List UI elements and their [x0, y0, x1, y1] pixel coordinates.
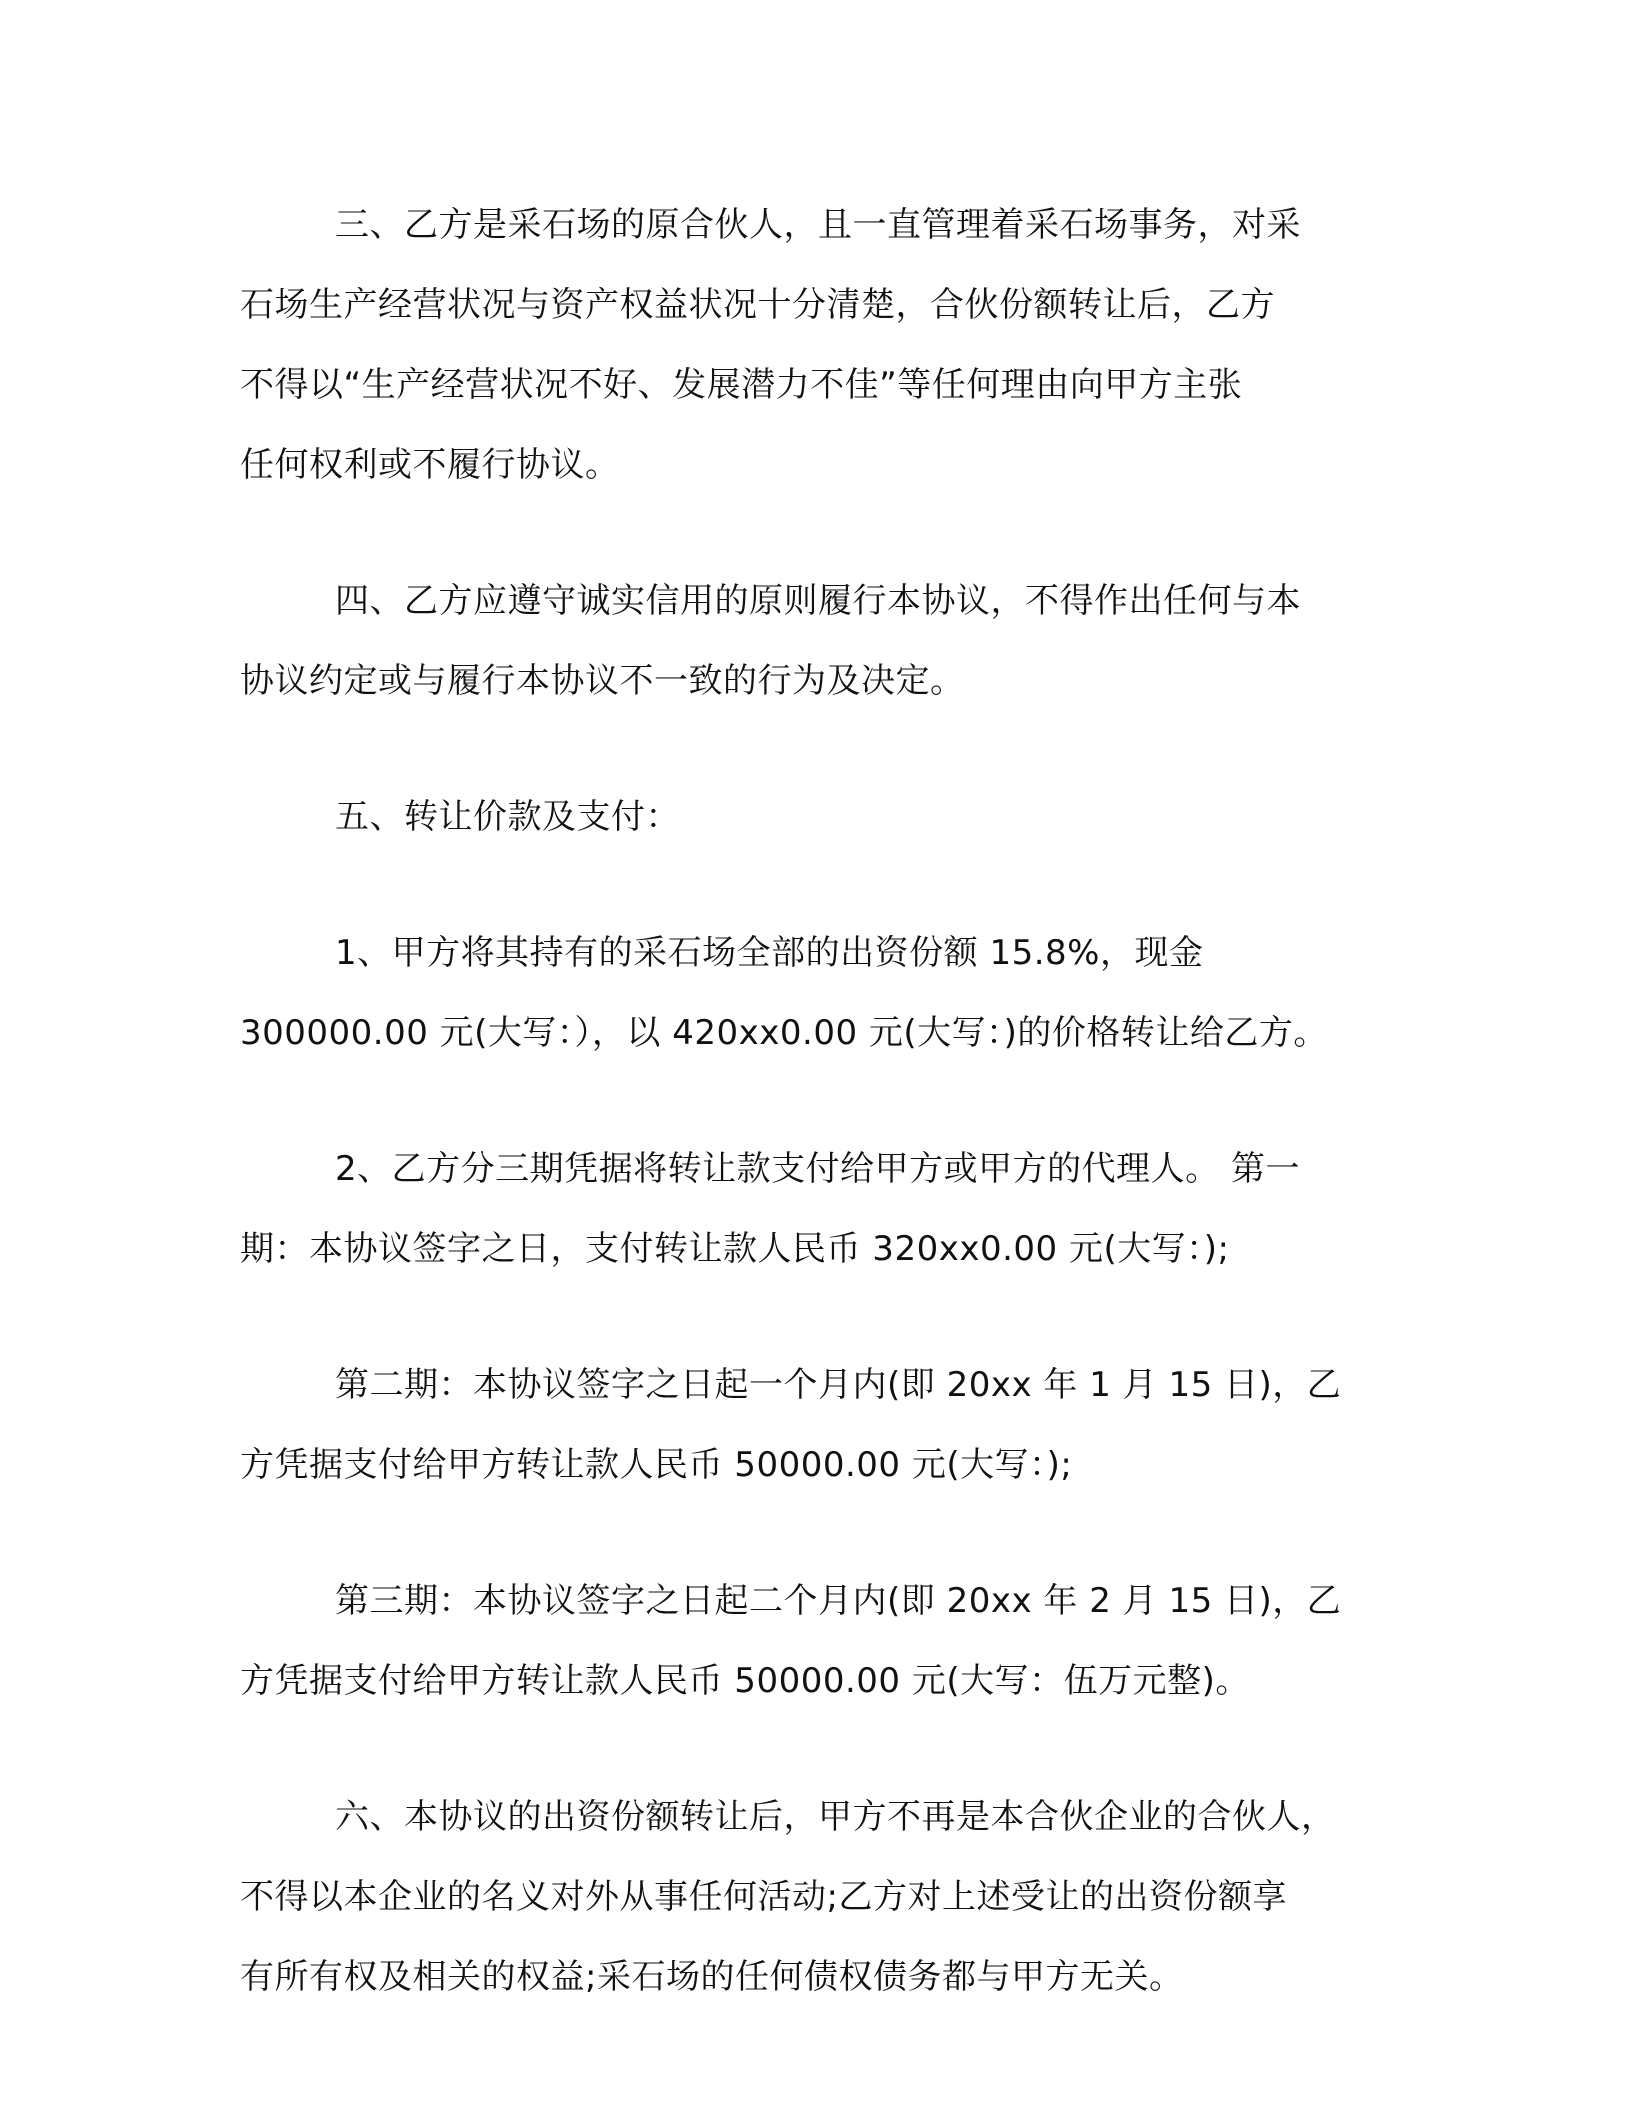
- text-line: 有所有权及相关的权益;采石场的任何债权债务都与甲方无关。: [240, 1957, 1184, 1997]
- text-line: 2、乙方分三期凭据将转让款支付给甲方或甲方的代理人。 第一: [335, 1149, 1300, 1189]
- text-line: 四、乙方应遵守诚实信用的原则履行本协议，不得作出任何与本: [335, 581, 1301, 621]
- text-line: 任何权利或不履行协议。: [240, 445, 620, 485]
- text-line: 期：本协议签字之日，支付转让款人民币 320xx0.00 元(大写：);: [240, 1229, 1230, 1269]
- text-line: 协议约定或与履行本协议不一致的行为及决定。: [240, 661, 965, 701]
- text-line: 石场生产经营状况与资产权益状况十分清楚，合伙份额转让后，乙方: [240, 285, 1275, 325]
- paragraph-clause-5-heading: [240, 777, 1410, 857]
- text-line: 方凭据支付给甲方转让款人民币 50000.00 元(大写：伍万元整)。: [240, 1661, 1250, 1701]
- document-body: [240, 185, 1410, 2073]
- text-line: 300000.00 元(大写：），以 420xx0.00 元(大写：)的价格转让给乙方。: [240, 1013, 1328, 1053]
- text-line: 第二期：本协议签字之日起一个月内(即 20xx 年 1 月 15 日)，乙: [335, 1365, 1342, 1405]
- paragraph-installment-2: [240, 1345, 1410, 1505]
- text-line: 六、本协议的出资份额转让后，甲方不再是本合伙企业的合伙人，: [335, 1797, 1336, 1837]
- text-line: 1、甲方将其持有的采石场全部的出资份额 15.8%，现金: [335, 933, 1204, 973]
- text-line: 方凭据支付给甲方转让款人民币 50000.00 元(大写：);: [240, 1445, 1073, 1485]
- paragraph-clause-6: [240, 1777, 1410, 2017]
- paragraph-item-2: [240, 1129, 1410, 1289]
- paragraph-clause-3: [240, 185, 1410, 505]
- text-line: 不得以本企业的名义对外从事任何活动;乙方对上述受让的出资份额享: [240, 1877, 1287, 1917]
- text-line: 不得以“生产经营状况不好、发展潜力不佳”等任何理由向甲方主张: [240, 365, 1243, 405]
- paragraph-clause-4: [240, 561, 1410, 721]
- text-line: 第三期：本协议签字之日起二个月内(即 20xx 年 2 月 15 日)，乙: [335, 1581, 1342, 1621]
- section-heading: 五、转让价款及支付：: [335, 797, 680, 837]
- text-line: 三、乙方是采石场的原合伙人，且一直管理着采石场事务，对采: [335, 205, 1301, 245]
- paragraph-item-1: [240, 913, 1410, 1073]
- paragraph-installment-3: [240, 1561, 1410, 1721]
